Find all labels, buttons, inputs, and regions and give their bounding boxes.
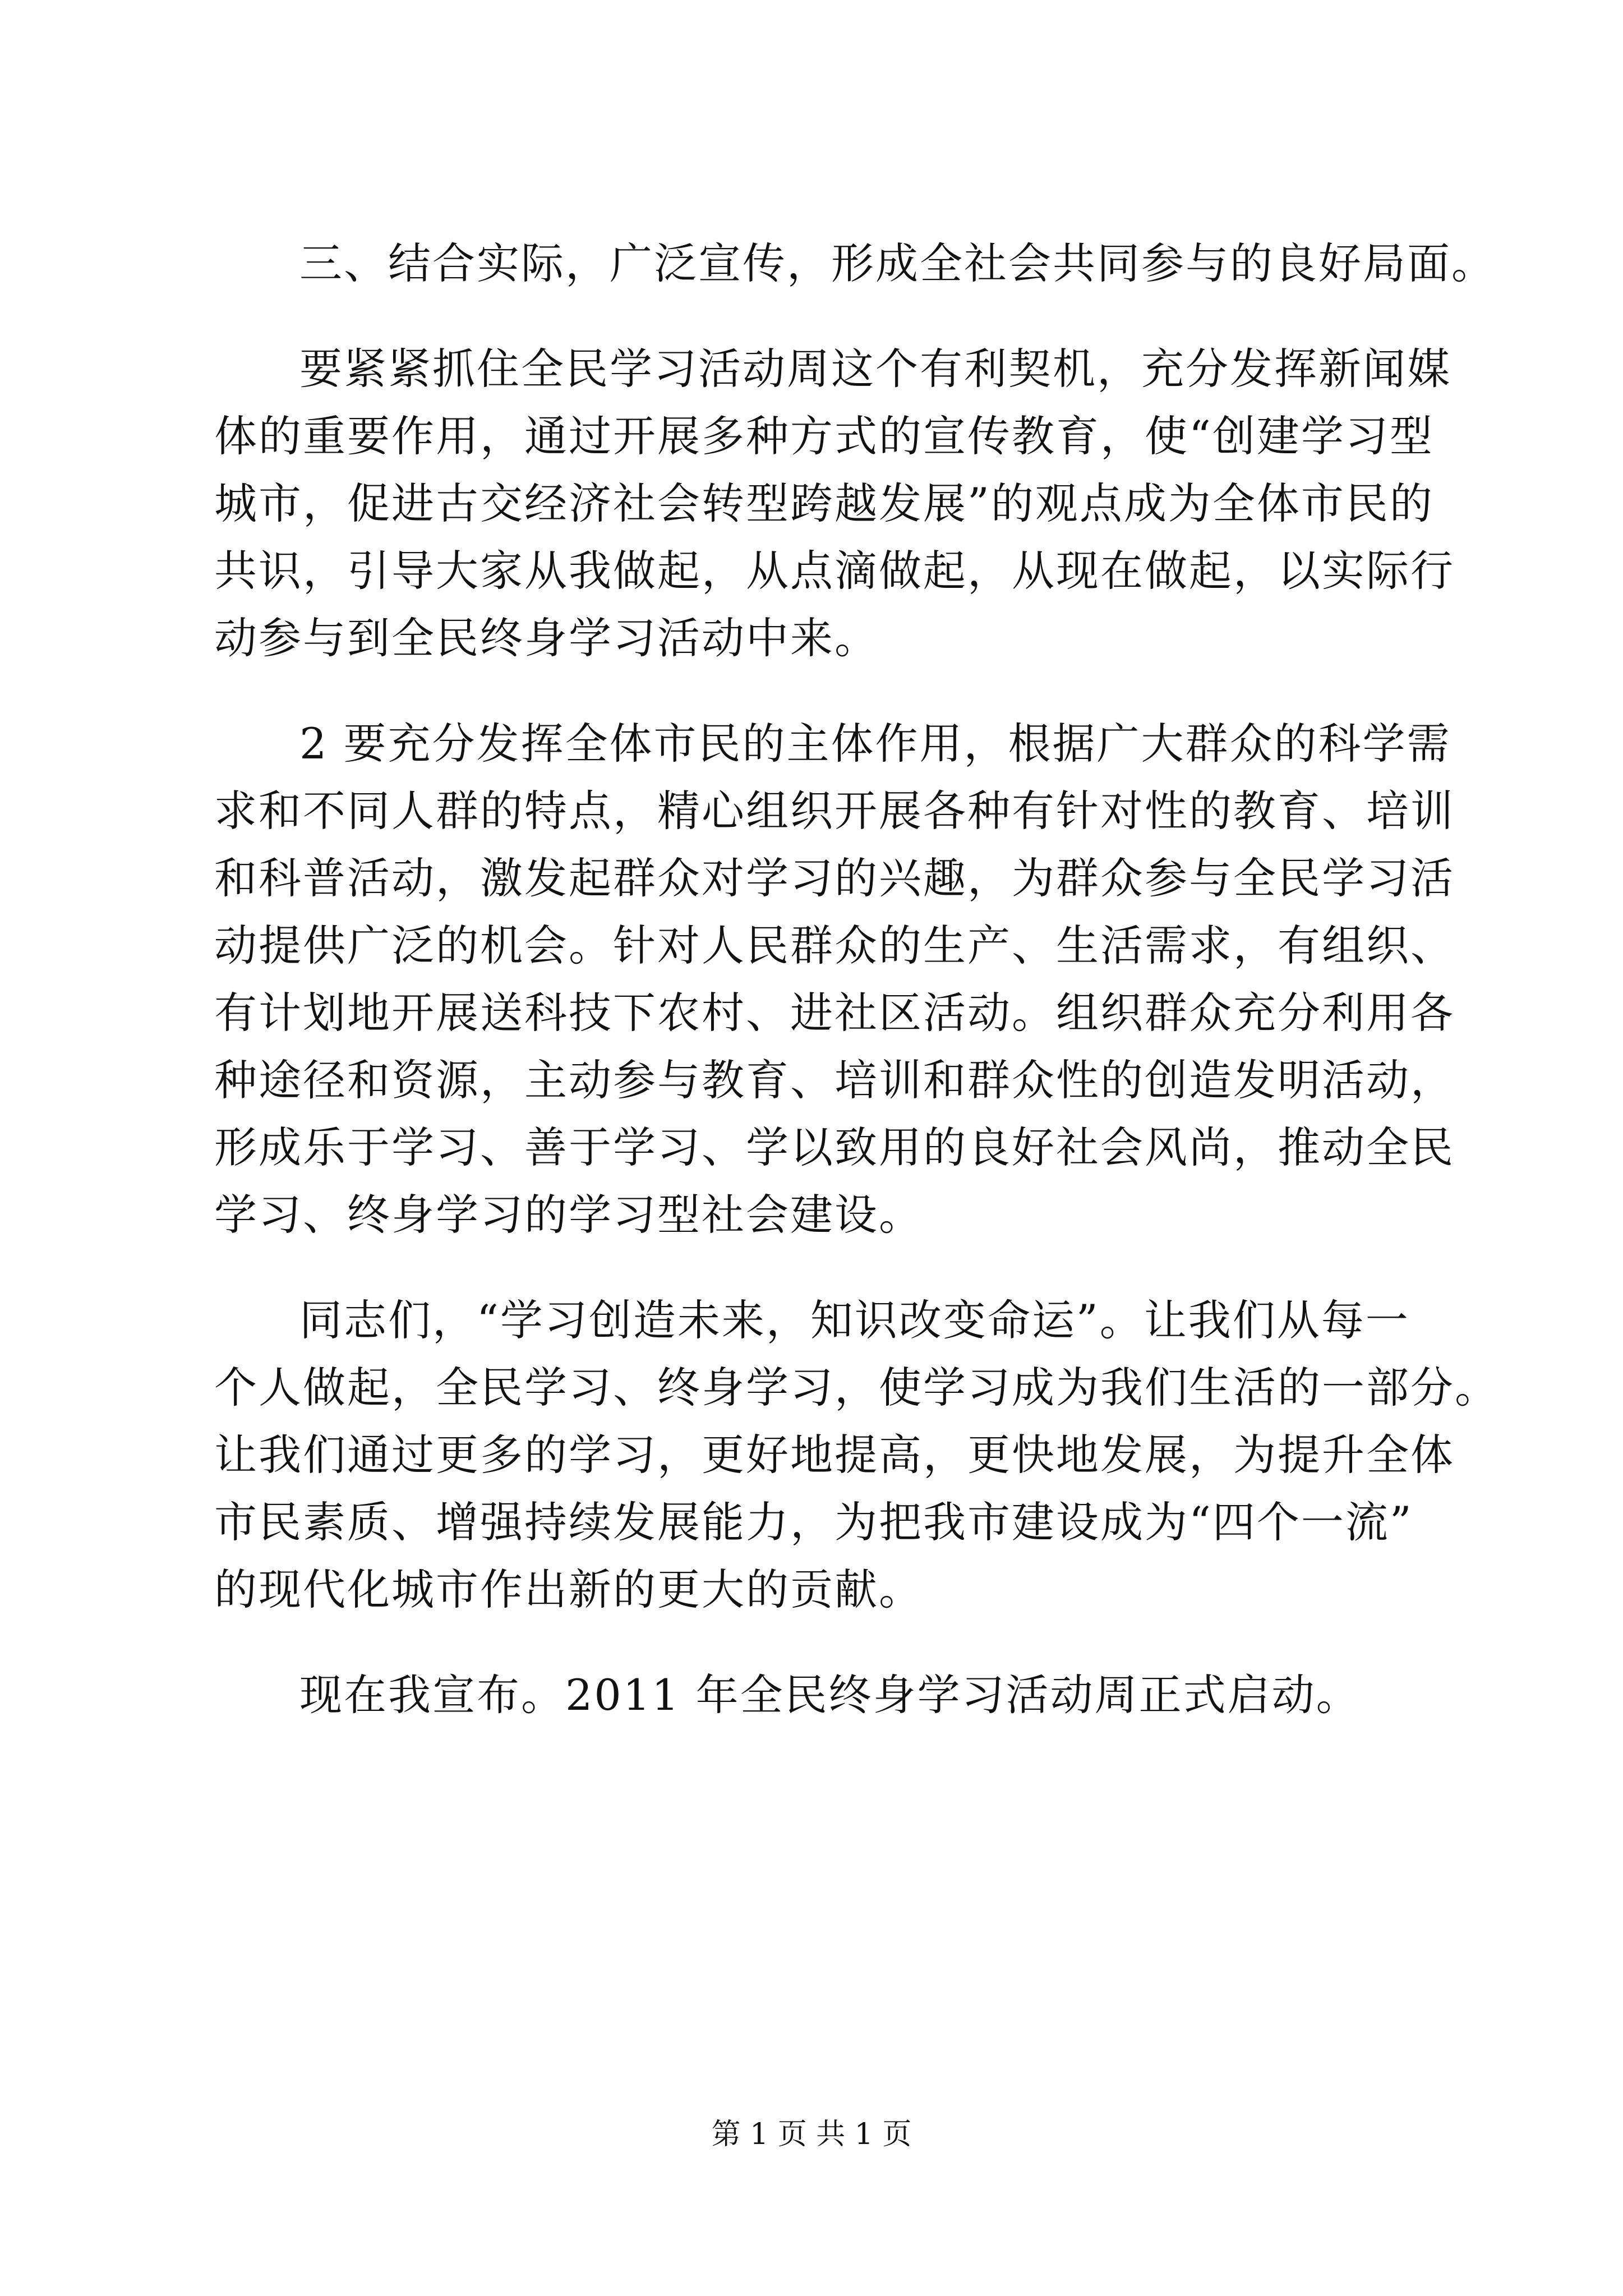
paragraph-line: 共识，引导大家从我做起，从点滴做起，从现在做起，以实际行 xyxy=(214,546,1455,596)
paragraph-line: 和科普活动，激发起群众对学习的兴趣，为群众参与全民学习活 xyxy=(214,853,1455,903)
body-text xyxy=(214,230,1499,1729)
paragraph-line: 形成乐于学习、善于学习、学以致用的良好社会风尚，推动全民 xyxy=(214,1122,1455,1172)
page-footer: 第 1 页 共 1 页 xyxy=(711,2118,912,2151)
paragraph-line: 的现代化城市作出新的更大的贡献。 xyxy=(214,1565,923,1614)
paragraph-line: 同志们，“学习创造未来，知识改变命运”。让我们从每一 xyxy=(299,1295,1410,1345)
paragraph-line: 种途径和资源，主动参与教育、培训和群众性的创造发明活动， xyxy=(214,1055,1455,1105)
paragraph-gap xyxy=(214,1623,1420,1662)
paragraph-line: 让我们通过更多的学习，更好地提高，更快地发展，为提升全体 xyxy=(214,1430,1455,1480)
paragraph-gap xyxy=(214,1249,1420,1287)
paragraph-line: 有计划地开展送科技下农村、进社区活动。组织群众充分利用各 xyxy=(214,988,1455,1038)
paragraph-line: 要紧紧抓住全民学习活动周这个有利契机，充分发挥新闻媒 xyxy=(299,344,1451,394)
paragraph-line: 动提供广泛的机会。针对人民群众的生产、生活需求，有组织、 xyxy=(214,921,1455,970)
closing-line: 现在我宣布。2011 年全民终身学习活动周正式启动。 xyxy=(299,1670,1361,1720)
paragraph-gap xyxy=(214,297,1420,335)
paragraph-line: 求和不同人群的特点，精心组织开展各种有针对性的教育、培训 xyxy=(214,786,1455,836)
paragraph-gap xyxy=(214,672,1420,710)
paragraph-line: 体的重要作用，通过开展多种方式的宣传教育，使“创建学习型 xyxy=(214,411,1434,461)
paragraph-line: 城市，促进古交经济社会转型跨越发展”的观点成为全体市民的 xyxy=(214,478,1434,528)
paragraph-line: 学习、终身学习的学习型社会建设。 xyxy=(214,1190,923,1240)
paragraph-line: 动参与到全民终身学习活动中来。 xyxy=(214,613,879,663)
paragraph-line: 个人做起，全民学习、终身学习，使学习成为我们生活的一部分。 xyxy=(214,1363,1499,1412)
heading-line: 三、结合实际，广泛宣传，形成全社会共同参与的良好局面。 xyxy=(299,238,1496,288)
paragraph-line: 市民素质、增强持续发展能力，为把我市建设成为“四个一流” xyxy=(214,1497,1413,1547)
paragraph-line: 2 要充分发挥全体市民的主体作用，根据广大群众的科学需 xyxy=(299,719,1451,769)
